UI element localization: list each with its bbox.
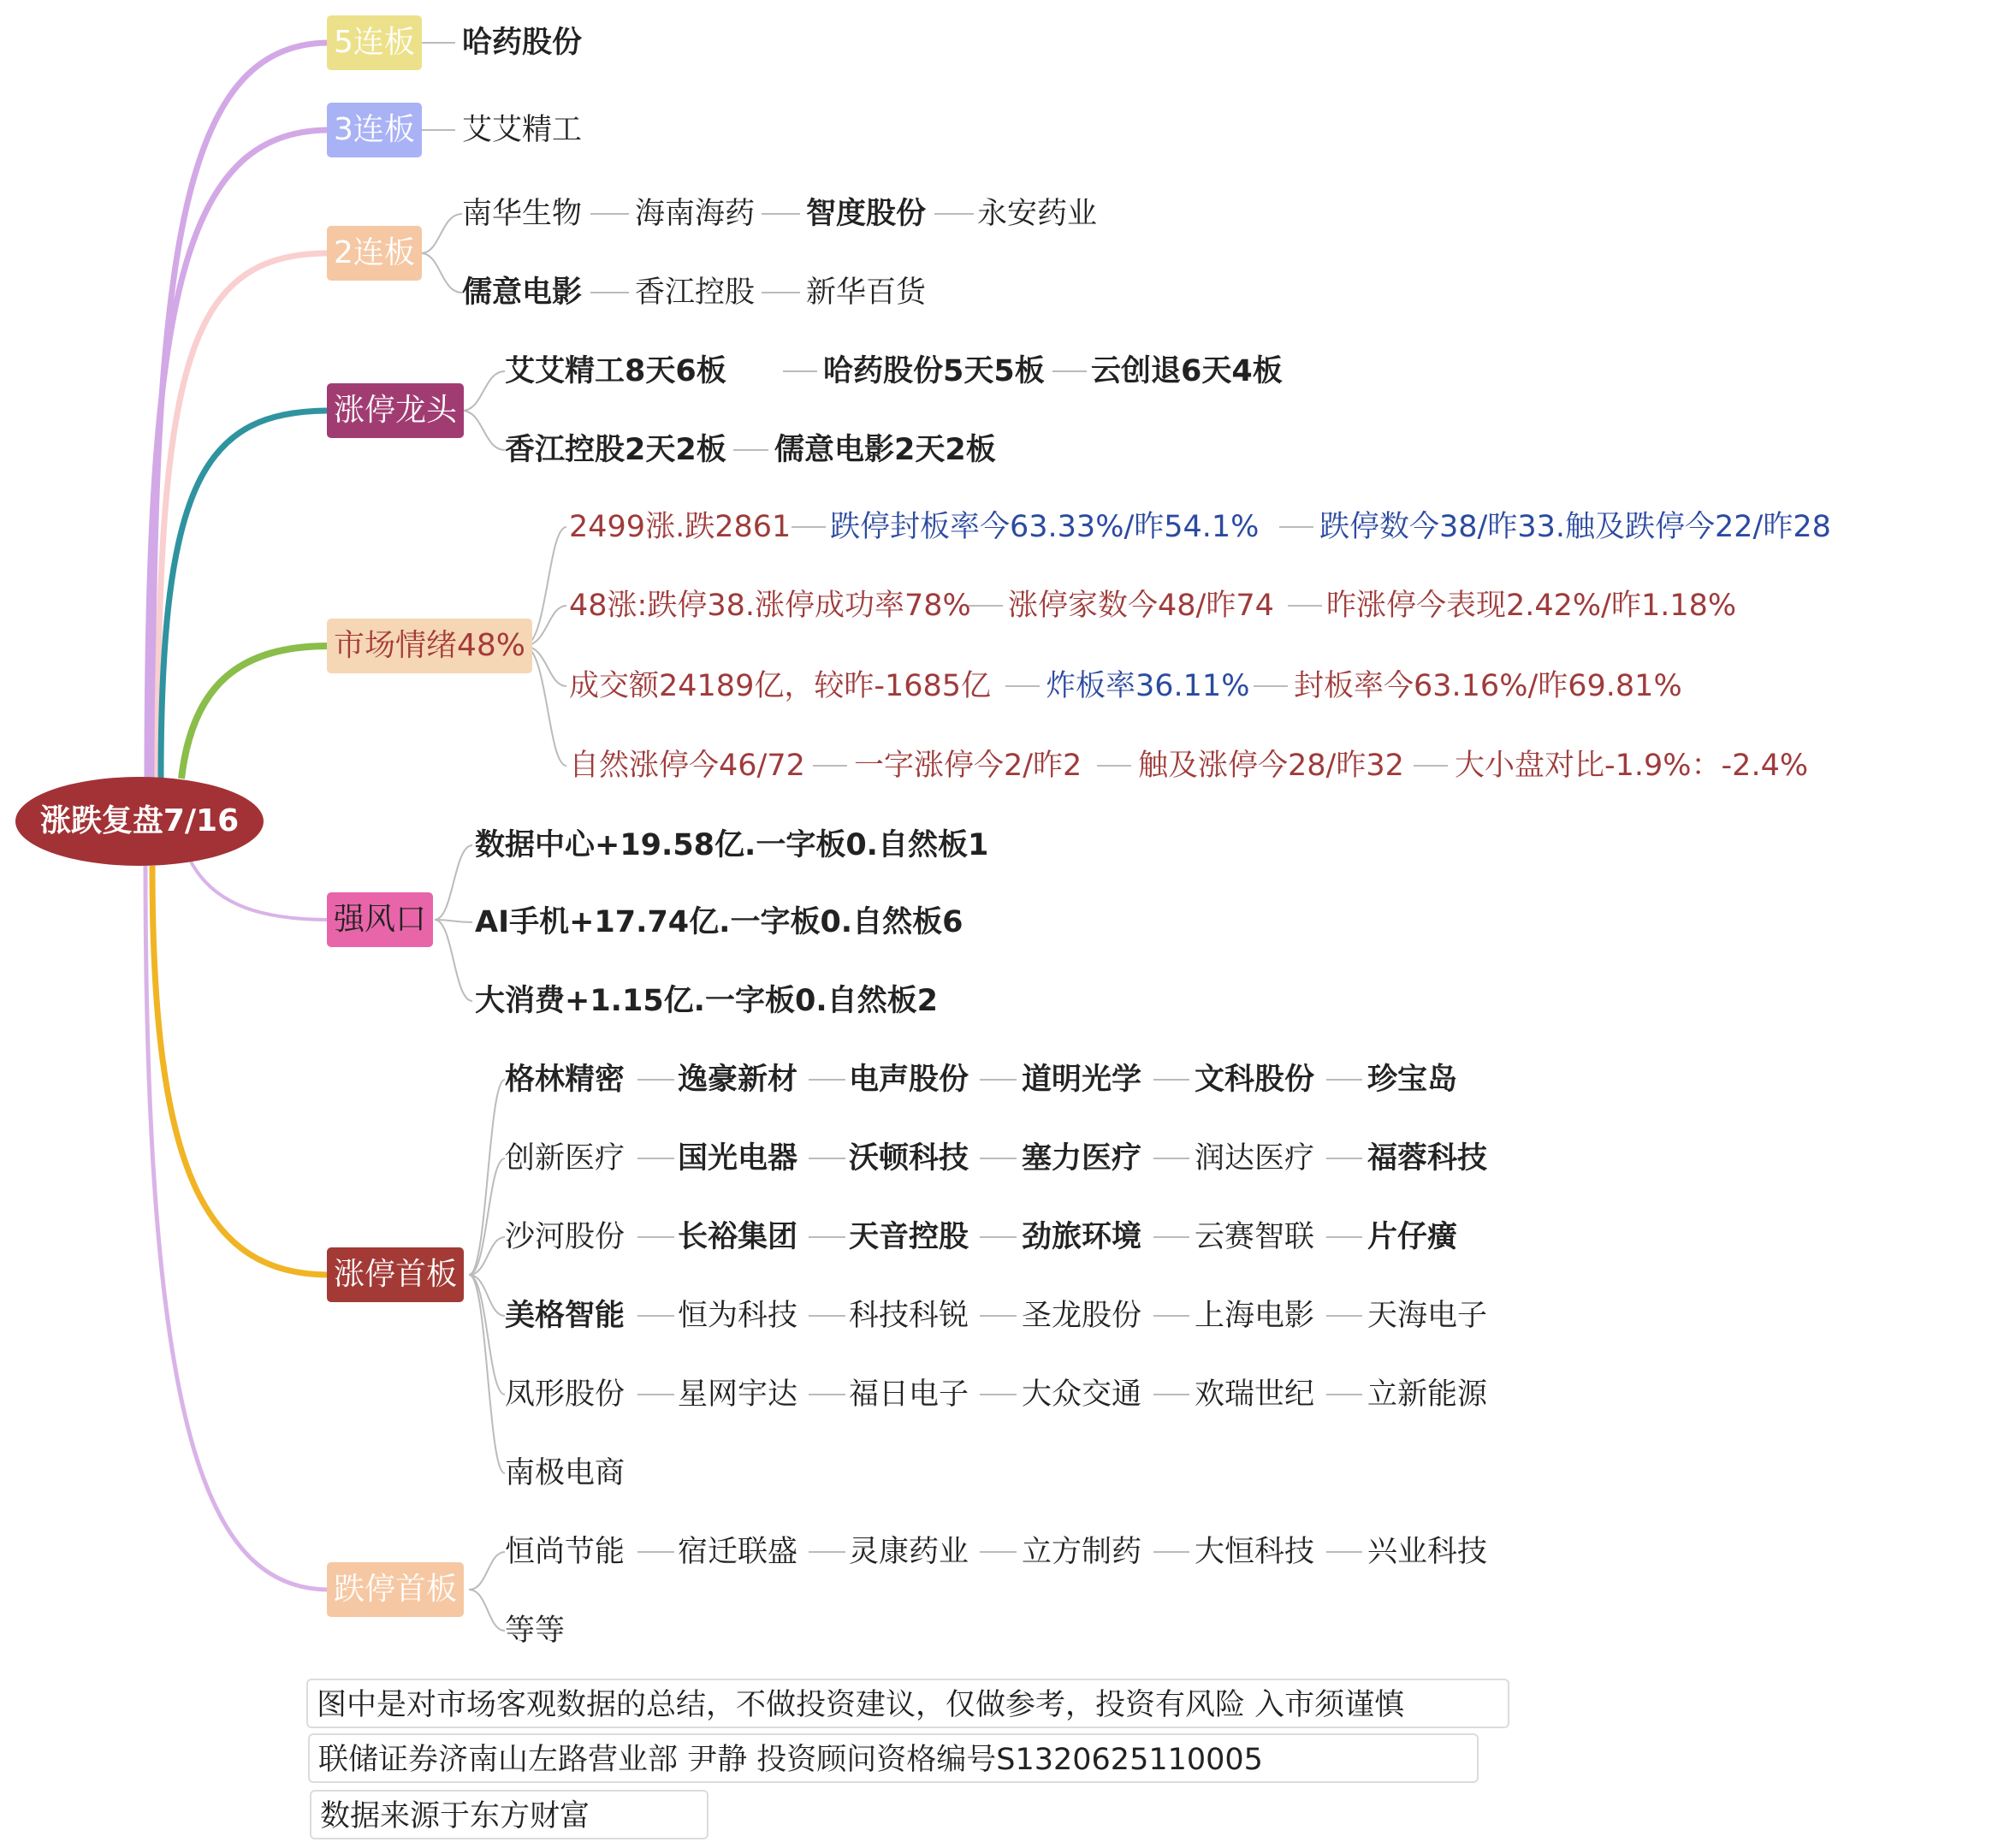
up-r2-c6: 福蓉科技: [1367, 1141, 1488, 1176]
up-r2-c1: 创新医疗: [505, 1141, 626, 1176]
up-r4-c4: 圣龙股份: [1022, 1299, 1142, 1333]
tag-first-limit-down: 跌停首板: [327, 1562, 464, 1617]
node-leader-3: 云创退6天4板: [1091, 354, 1283, 388]
up-r5-c4: 大众交通: [1022, 1377, 1142, 1412]
up-r5-c1: 凤形股份: [505, 1377, 626, 1412]
node-b2-3: 智度股份: [806, 197, 927, 231]
down-r1-c1: 恒尚节能: [505, 1535, 626, 1569]
mood-4-2: 一字涨停今2/昨2: [854, 749, 1082, 783]
down-r1-c3: 灵康药业: [849, 1535, 969, 1569]
mood-4-3: 触及涨停今28/昨32: [1138, 749, 1404, 783]
up-r3-c3: 天音控股: [849, 1220, 969, 1254]
disclaimer-note: 图中是对市场客观数据的总结，不做投资建议，仅做参考，投资有风险 入市须谨慎: [306, 1679, 1509, 1728]
up-r4-c5: 上海电影: [1195, 1299, 1315, 1333]
tag-first-limit-up: 涨停首板: [327, 1247, 464, 1302]
branch-line-mood: [181, 646, 329, 779]
tag-3lianban: 3连板: [327, 103, 422, 157]
tag-5lianban: 5连板: [327, 15, 422, 70]
up-r6-c1: 南极电商: [505, 1456, 626, 1490]
up-r3-c6: 片仔癀: [1367, 1220, 1458, 1254]
node-haiyao: 哈药股份: [462, 26, 583, 60]
branch-line-3lianban: [147, 130, 329, 779]
up-r1-c1: 格林精密: [505, 1063, 626, 1097]
node-leader-1: 艾艾精工8天6板: [505, 354, 726, 388]
mood-3-2: 炸板率36.11%: [1046, 669, 1250, 703]
mood-3-3: 封板率今63.16%/昨69.81%: [1294, 669, 1682, 703]
up-r5-c6: 立新能源: [1367, 1377, 1488, 1412]
node-leader-2: 哈药股份5天5板: [823, 354, 1045, 388]
up-r4-c2: 恒为科技: [678, 1299, 798, 1333]
mood-1-3: 跌停数今38/昨33.触及跌停今22/昨28: [1319, 510, 1831, 544]
advisor-note: 联储证券济南山左路营业部 尹静 投资顾问资格编号S1320625110005: [308, 1733, 1479, 1783]
tag-strong-wind: 强风口: [327, 892, 433, 947]
wind-3: 大消费+1.15亿.一字板0.自然板2: [475, 984, 938, 1018]
up-r4-c3: 科技科锐: [849, 1299, 969, 1333]
tag-market-mood: 市场情绪48%: [327, 619, 532, 673]
up-r1-c5: 文科股份: [1195, 1063, 1315, 1097]
branch-line-wind: [190, 860, 329, 920]
wind-2: AI手机+17.74亿.一字板0.自然板6: [475, 905, 963, 939]
root-node: 涨跌复盘7/16: [15, 777, 264, 866]
node-leader-5: 儒意电影2天2板: [774, 433, 996, 467]
node-b2-5: 儒意电影: [462, 275, 583, 310]
source-note: 数据来源于东方财富: [310, 1790, 709, 1839]
up-r1-c4: 道明光学: [1022, 1063, 1142, 1097]
mood-3-1: 成交额24189亿，较昨-1685亿: [569, 669, 992, 703]
up-r2-c3: 沃顿科技: [849, 1141, 969, 1176]
up-r1-c2: 逸豪新材: [678, 1063, 798, 1097]
node-b2-6: 香江控股: [635, 275, 756, 310]
up-r3-c1: 沙河股份: [505, 1220, 626, 1254]
node-leader-4: 香江控股2天2板: [505, 433, 726, 467]
up-r3-c4: 劲旅环境: [1022, 1220, 1142, 1254]
mood-2-1: 48涨:跌停38.涨停成功率78%: [569, 589, 971, 623]
mood-4-1: 自然涨停今46/72: [569, 749, 805, 783]
node-b2-2: 海南海药: [635, 197, 756, 231]
mood-1-2: 跌停封板率今63.33%/昨54.1%: [830, 510, 1260, 544]
up-r1-c3: 电声股份: [849, 1063, 969, 1097]
node-b2-1: 南华生物: [462, 197, 583, 231]
node-b2-4: 永安药业: [977, 197, 1098, 231]
down-r1-c6: 兴业科技: [1367, 1535, 1488, 1569]
up-r2-c4: 塞力医疗: [1022, 1141, 1142, 1176]
tag-leader: 涨停龙头: [327, 383, 464, 438]
down-r1-c4: 立方制药: [1022, 1535, 1142, 1569]
wind-1: 数据中心+19.58亿.一字板0.自然板1: [475, 828, 989, 862]
node-b2-7: 新华百货: [806, 275, 927, 310]
up-r3-c5: 云赛智联: [1195, 1220, 1315, 1254]
up-r4-c1: 美格智能: [505, 1299, 626, 1333]
down-r1-c2: 宿迁联盛: [678, 1535, 798, 1569]
up-r4-c6: 天海电子: [1367, 1299, 1488, 1333]
mood-2-3: 昨涨停今表现2.42%/昨1.18%: [1326, 589, 1737, 623]
node-aiai: 艾艾精工: [462, 113, 583, 147]
up-r2-c5: 润达医疗: [1195, 1141, 1315, 1176]
up-r5-c5: 欢瑞世纪: [1195, 1377, 1315, 1412]
down-r2-c1: 等等: [505, 1614, 566, 1648]
branch-line-leader: [161, 411, 329, 779]
up-r3-c2: 长裕集团: [678, 1220, 798, 1254]
up-r5-c3: 福日电子: [849, 1377, 969, 1412]
down-r1-c5: 大恒科技: [1195, 1535, 1315, 1569]
tag-2lianban: 2连板: [327, 226, 422, 281]
mood-1-1: 2499涨.跌2861: [569, 510, 792, 544]
up-r5-c2: 星网宇达: [678, 1377, 798, 1412]
branch-line-first-down: [145, 866, 329, 1590]
mood-4-4: 大小盘对比-1.9%：-2.4%: [1455, 749, 1809, 783]
up-r1-c6: 珍宝岛: [1367, 1063, 1458, 1097]
branch-line-first-up: [152, 866, 329, 1275]
up-r2-c2: 国光电器: [678, 1141, 798, 1176]
mood-2-2: 涨停家数今48/昨74: [1008, 589, 1274, 623]
